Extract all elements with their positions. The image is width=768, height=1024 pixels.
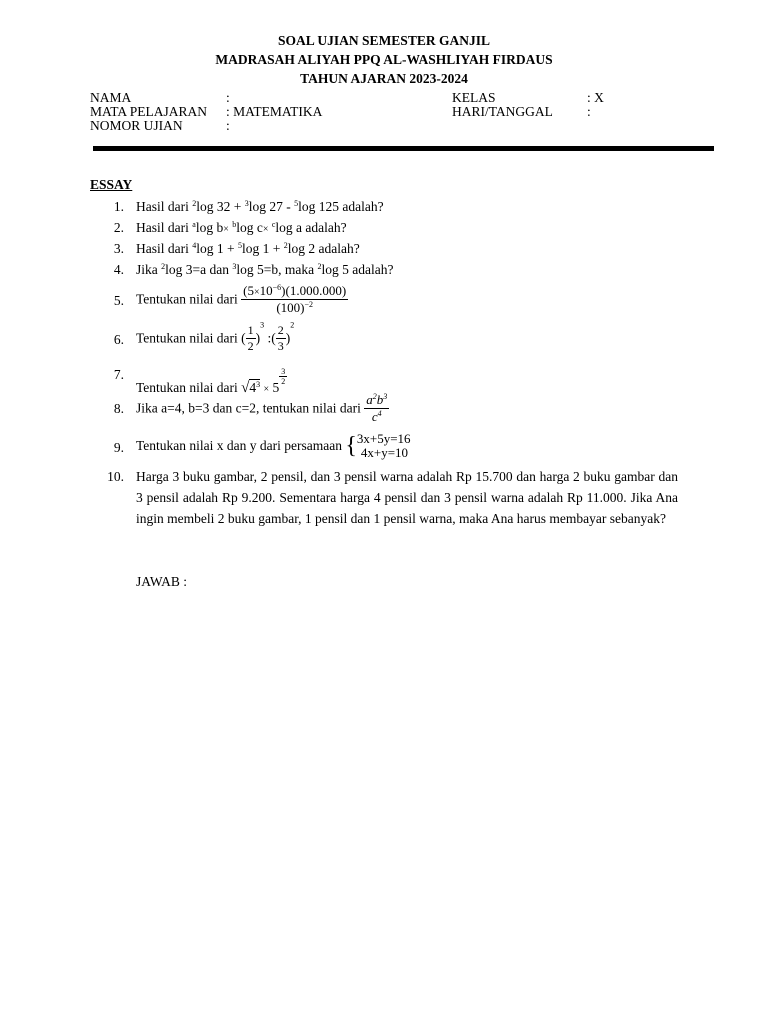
fraction-exponent: $\frac{3}{2}$ bbox=[281, 367, 286, 386]
mapel-label: MATA PELAJARAN bbox=[90, 104, 208, 119]
nomor-colon: : bbox=[226, 118, 230, 133]
fraction-half: $\frac{1}{2}$ bbox=[247, 323, 254, 353]
kelas-value: : X bbox=[587, 90, 604, 105]
question-4: Jika $^2$log 3=a dan $^3$log 5=b, maka $^2$log 5 adalah? bbox=[136, 262, 394, 277]
fraction-abc: $\frac{a^2b^3}{c^4}$ bbox=[366, 392, 388, 424]
question-number: 9. bbox=[113, 440, 124, 455]
header-school: MADRASAH ALIYAH PPQ AL-WASHLIYAH FIRDAUS bbox=[215, 52, 553, 67]
header-year: TAHUN AJARAN 2023-2024 bbox=[300, 71, 468, 86]
fraction-expression: $\frac{(5\times 10^{-6})(1.000.000)}{(100)^{-2}}$ bbox=[243, 283, 347, 315]
question-number: 2. bbox=[113, 220, 124, 235]
question-9: Tentukan nilai x dan y dari persamaan { 3x+5y=16 4x+y=10 bbox=[136, 431, 411, 460]
header-title: SOAL UJIAN SEMESTER GANJIL bbox=[278, 33, 490, 48]
question-number: 7. bbox=[113, 367, 124, 382]
question-2: Hasil dari $^a$log b× $^b$log c× $^c$log a adalah? bbox=[136, 220, 347, 235]
question-number: 1. bbox=[113, 199, 124, 214]
header-divider bbox=[93, 146, 714, 151]
mapel-value: : MATEMATIKA bbox=[226, 104, 323, 119]
question-number: 10. bbox=[107, 469, 124, 484]
nomor-label: NOMOR UJIAN bbox=[90, 118, 183, 133]
equation-system: 3x+5y=16 4x+y=10 bbox=[356, 431, 411, 460]
question-number: 3. bbox=[113, 241, 124, 256]
kelas-label: KELAS bbox=[452, 90, 496, 105]
question-1: Hasil dari $^2$log 32 + $^3$log 27 - $^5$log 125 adalah? bbox=[136, 199, 384, 214]
nama-colon: : bbox=[226, 90, 230, 105]
question-3: Hasil dari $^4$log 1 + $^5$log 1 + $^2$log 2 adalah? bbox=[136, 241, 360, 256]
question-7: Tentukan nilai dari $√4^3 \times 5$ $\frac{3}{2}$ bbox=[136, 367, 286, 396]
question-8: Jika a=4, b=3 dan c=2, tentukan nilai dari $\frac{a^2b^3}{c^4}$ bbox=[136, 392, 388, 424]
question-number: 8. bbox=[113, 401, 124, 416]
question-6: Tentukan nilai dari ( $\frac{1}{2}$ )$^3$ :( $\frac{2}{3}$ )$^2$ bbox=[136, 320, 295, 353]
nama-label: NAMA bbox=[90, 90, 132, 105]
hari-colon: : bbox=[587, 104, 591, 119]
question-number: 5. bbox=[113, 293, 124, 308]
question-10: Harga 3 buku gambar, 2 pensil, dan 3 pensil warna adalah Rp 15.700 dan harga 2 buku gambar dan 3 pensil adalah Rp 9.200. Sementara harga 4 pensil dan 3 pensil warna adalah Rp 11.000. Jika Ana ingin membeli 2 buku gambar, 1 pensil dan 1 pensil warna, maka Ana harus membayar sebanyak? bbox=[136, 469, 678, 526]
hari-label: HARI/TANGGAL bbox=[452, 104, 553, 119]
question-number: 6. bbox=[113, 332, 124, 347]
fraction-two-thirds: $\frac{2}{3}$ bbox=[277, 323, 284, 353]
question-5: Tentukan nilai dari $\frac{(5\times 10^{-6})(1.000.000)}{(100)^{-2}}$ bbox=[136, 283, 347, 315]
section-title: ESSAY bbox=[90, 177, 133, 192]
answer-label: JAWAB : bbox=[136, 574, 188, 589]
question-number: 4. bbox=[113, 262, 124, 277]
